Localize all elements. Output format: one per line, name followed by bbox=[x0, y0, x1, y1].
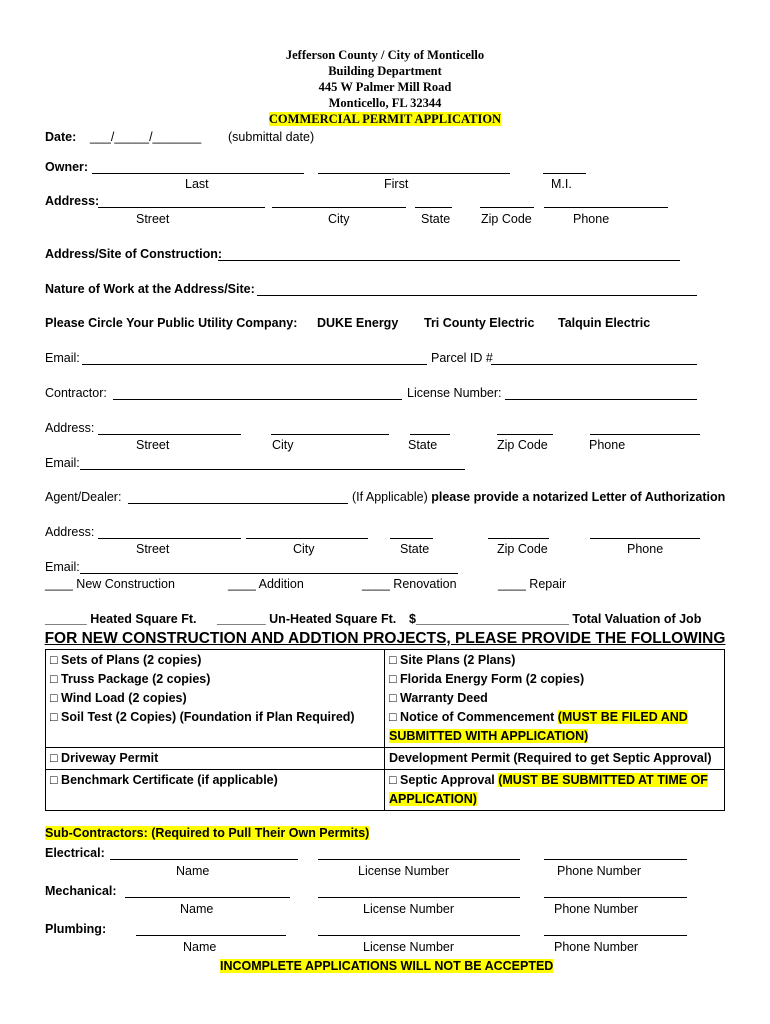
contractor-zip-caption: Zip Code bbox=[497, 438, 548, 452]
req-wind-load[interactable] bbox=[50, 689, 380, 708]
unheated-sqft-blank: _______ bbox=[217, 612, 266, 626]
unheated-sqft-label: Un-Heated Square Ft. bbox=[269, 612, 397, 626]
owner-first-caption: First bbox=[384, 177, 409, 191]
plumbing-license-caption: License Number bbox=[363, 940, 455, 954]
req-driveway-label: Driveway Permit bbox=[61, 751, 159, 765]
req-notice-label: Notice of Commencement bbox=[400, 710, 555, 724]
owner-state-caption: State bbox=[421, 212, 451, 226]
agent-address-label: Address: bbox=[45, 525, 95, 539]
utility-option-talquin[interactable]: Talquin Electric bbox=[558, 316, 651, 330]
agent-state-caption: State bbox=[400, 542, 430, 556]
agent-state-field[interactable] bbox=[390, 538, 433, 539]
req-benchmark[interactable] bbox=[50, 771, 380, 790]
plumbing-label: Plumbing: bbox=[45, 922, 107, 936]
total-valuation-label: Total Valuation of Job bbox=[572, 612, 702, 626]
checkbox-icon: □ bbox=[50, 672, 58, 686]
req-plans-label: Sets of Plans (2 copies) bbox=[61, 653, 202, 667]
req-truss-label: Truss Package (2 copies) bbox=[61, 672, 211, 686]
req-septic[interactable] bbox=[389, 771, 720, 809]
req-soil-test-label: Soil Test (2 Copies) (Foundation if Plan Required) bbox=[61, 710, 355, 724]
agent-note bbox=[352, 490, 725, 505]
electrical-phone-caption: Phone Number bbox=[557, 864, 642, 878]
checkbox-icon: □ bbox=[389, 710, 397, 724]
mechanical-license-caption: License Number bbox=[363, 902, 455, 916]
total-valuation-blank: $______________________ bbox=[409, 612, 569, 626]
mechanical-phone-field[interactable] bbox=[544, 897, 687, 898]
work-type-renovation[interactable] bbox=[362, 577, 457, 592]
owner-last-caption: Last bbox=[185, 177, 209, 191]
contractor-label: Contractor: bbox=[45, 386, 107, 400]
agent-label: Agent/Dealer: bbox=[45, 490, 122, 504]
requirements-left-mid bbox=[46, 748, 385, 770]
contractor-phone-field[interactable] bbox=[590, 434, 700, 435]
subs-heading bbox=[45, 826, 369, 841]
nature-label: Nature of Work at the Address/Site: bbox=[45, 282, 255, 296]
agent-street-caption: Street bbox=[136, 542, 170, 556]
plumbing-name-field[interactable] bbox=[136, 935, 286, 936]
agent-note-plain: (If Applicable) bbox=[352, 490, 428, 504]
contractor-street-caption: Street bbox=[136, 438, 170, 452]
site-field[interactable] bbox=[218, 260, 680, 261]
requirements-right-top bbox=[385, 650, 725, 748]
req-notice[interactable] bbox=[389, 708, 720, 746]
contractor-address-label: Address: bbox=[45, 421, 95, 435]
agent-note-bold: please provide a notarized Letter of Authorization bbox=[431, 490, 726, 504]
requirements-heading: FOR NEW CONSTRUCTION AND ADDTION PROJECTS, PLEASE PROVIDE THE FOLLOWING bbox=[44, 630, 726, 647]
req-benchmark-label: Benchmark Certificate (if applicable) bbox=[61, 773, 278, 787]
unheated-sqft[interactable] bbox=[217, 612, 396, 627]
agent-zip-field[interactable] bbox=[488, 538, 549, 539]
owner-zip-field[interactable] bbox=[480, 207, 534, 208]
contractor-state-caption: State bbox=[408, 438, 438, 452]
req-soil-test[interactable] bbox=[50, 708, 380, 727]
agent-street-field[interactable] bbox=[98, 538, 241, 539]
requirements-left-top bbox=[46, 650, 385, 748]
req-plans[interactable] bbox=[50, 651, 380, 670]
checkbox-icon: □ bbox=[389, 773, 397, 787]
work-type-addition-label: Addition bbox=[258, 577, 304, 591]
owner-city-field[interactable] bbox=[272, 207, 406, 208]
checkbox-icon: □ bbox=[389, 653, 397, 667]
owner-first-field[interactable] bbox=[318, 173, 510, 174]
date-label: Date: bbox=[45, 130, 77, 144]
utility-option-tri-county[interactable]: Tri County Electric bbox=[424, 316, 535, 330]
email-label: Email: bbox=[45, 351, 80, 365]
contractor-field[interactable] bbox=[113, 399, 402, 400]
contractor-city-field[interactable] bbox=[271, 434, 389, 435]
electrical-license-field[interactable] bbox=[318, 859, 520, 860]
parcel-label: Parcel ID # bbox=[431, 351, 493, 365]
checkbox-icon: □ bbox=[50, 710, 58, 724]
contractor-phone-caption: Phone bbox=[589, 438, 626, 452]
contractor-zip-field[interactable] bbox=[497, 434, 553, 435]
date-note: (submittal date) bbox=[228, 130, 315, 144]
heated-sqft-blank: ______ bbox=[45, 612, 87, 626]
req-site-plans[interactable] bbox=[389, 651, 720, 670]
owner-zip-caption: Zip Code bbox=[481, 212, 532, 226]
work-type-repair[interactable] bbox=[498, 577, 566, 592]
plumbing-name-caption: Name bbox=[183, 940, 217, 954]
footer-warning bbox=[220, 959, 553, 974]
work-type-new[interactable] bbox=[45, 577, 175, 592]
owner-address-label: Address: bbox=[45, 194, 100, 208]
electrical-name-field[interactable] bbox=[110, 859, 298, 860]
subs-heading-text: Sub-Contractors: (Required to Pull Their Own Permits) bbox=[45, 826, 370, 840]
email-field[interactable] bbox=[82, 364, 427, 365]
work-type-repair-blank: ____ bbox=[498, 577, 526, 591]
mechanical-name-field[interactable] bbox=[125, 897, 290, 898]
requirements-left-bottom bbox=[46, 770, 385, 811]
req-septic-highlight: (MUST BE SUBMITTED AT TIME OF APPLICATION) bbox=[389, 773, 708, 806]
date-field[interactable]: ___/_____/_______ bbox=[90, 130, 202, 144]
mechanical-license-field[interactable] bbox=[318, 897, 520, 898]
nature-field[interactable] bbox=[257, 295, 697, 296]
parcel-field[interactable] bbox=[491, 364, 697, 365]
req-energy-form-label: Florida Energy Form (2 copies) bbox=[400, 672, 585, 686]
req-driveway[interactable] bbox=[50, 749, 380, 768]
requirements-right-mid bbox=[385, 748, 725, 770]
owner-street-field[interactable] bbox=[98, 207, 265, 208]
work-type-renovation-blank: ____ bbox=[362, 577, 390, 591]
header-line4: Monticello, FL 32344 bbox=[328, 96, 442, 110]
contractor-license-field[interactable] bbox=[505, 399, 697, 400]
checkbox-icon: □ bbox=[389, 672, 397, 686]
header-line2: Building Department bbox=[328, 64, 442, 78]
agent-email-label: Email: bbox=[45, 560, 80, 574]
owner-state-field[interactable] bbox=[415, 207, 452, 208]
utility-label: Please Circle Your Public Utility Company: bbox=[45, 316, 298, 330]
utility-option-duke[interactable]: DUKE Energy bbox=[317, 316, 399, 330]
form-title bbox=[0, 112, 770, 127]
work-type-addition-blank: ____ bbox=[228, 577, 256, 591]
owner-mi-field[interactable] bbox=[543, 173, 586, 174]
owner-phone-caption: Phone bbox=[573, 212, 610, 226]
owner-mi-caption: M.I. bbox=[551, 177, 572, 191]
checkbox-icon: □ bbox=[50, 691, 58, 705]
contractor-street-field[interactable] bbox=[98, 434, 241, 435]
req-wind-load-label: Wind Load (2 copies) bbox=[61, 691, 187, 705]
contractor-state-field[interactable] bbox=[410, 434, 450, 435]
table-row bbox=[46, 650, 725, 748]
owner-street-caption: Street bbox=[136, 212, 170, 226]
form-title-text: COMMERCIAL PERMIT APPLICATION bbox=[268, 112, 502, 126]
work-type-repair-label: Repair bbox=[529, 577, 567, 591]
electrical-name-caption: Name bbox=[176, 864, 210, 878]
electrical-license-caption: License Number bbox=[358, 864, 450, 878]
req-site-plans-label: Site Plans (2 Plans) bbox=[400, 653, 516, 667]
total-valuation[interactable] bbox=[409, 612, 701, 627]
req-development: Development Permit (Required to get Septic Approval) bbox=[389, 751, 712, 765]
plumbing-phone-field[interactable] bbox=[544, 935, 687, 936]
owner-label: Owner: bbox=[45, 160, 89, 174]
checkbox-icon: □ bbox=[50, 653, 58, 667]
work-type-new-blank: ____ bbox=[45, 577, 73, 591]
contractor-email-field[interactable] bbox=[80, 469, 465, 470]
plumbing-license-field[interactable] bbox=[318, 935, 520, 936]
header-line1: Jefferson County / City of Monticello bbox=[285, 48, 485, 62]
mechanical-phone-caption: Phone Number bbox=[554, 902, 639, 916]
contractor-email-label: Email: bbox=[45, 456, 80, 470]
table-row bbox=[46, 770, 725, 811]
agent-city-field[interactable] bbox=[246, 538, 368, 539]
checkbox-icon: □ bbox=[50, 773, 58, 787]
footer-warning-text: INCOMPLETE APPLICATIONS WILL NOT BE ACCEPTED bbox=[220, 959, 554, 973]
work-type-new-label: New Construction bbox=[76, 577, 175, 591]
agent-phone-caption: Phone bbox=[627, 542, 664, 556]
agent-field[interactable] bbox=[128, 503, 348, 504]
requirements-right-bottom bbox=[385, 770, 725, 811]
mechanical-label: Mechanical: bbox=[45, 884, 117, 898]
owner-city-caption: City bbox=[328, 212, 350, 226]
electrical-label: Electrical: bbox=[45, 846, 105, 860]
req-notice-highlight: (MUST BE FILED AND SUBMITTED WITH APPLICATION) bbox=[389, 710, 688, 743]
req-truss[interactable] bbox=[50, 670, 380, 689]
req-warranty-deed-label: Warranty Deed bbox=[400, 691, 488, 705]
heated-sqft[interactable] bbox=[45, 612, 196, 627]
requirements-table bbox=[45, 649, 725, 811]
checkbox-icon: □ bbox=[389, 691, 397, 705]
mechanical-name-caption: Name bbox=[180, 902, 214, 916]
owner-last-field[interactable] bbox=[92, 173, 304, 174]
req-septic-label: Septic Approval bbox=[400, 773, 495, 787]
agent-phone-field[interactable] bbox=[590, 538, 700, 539]
work-type-addition[interactable] bbox=[228, 577, 304, 592]
req-energy-form[interactable] bbox=[389, 670, 720, 689]
site-label: Address/Site of Construction: bbox=[45, 247, 223, 261]
owner-phone-field[interactable] bbox=[544, 207, 668, 208]
agent-city-caption: City bbox=[293, 542, 315, 556]
contractor-license-label: License Number: bbox=[407, 386, 502, 400]
agent-email-field[interactable] bbox=[80, 573, 458, 574]
contractor-city-caption: City bbox=[272, 438, 294, 452]
agent-zip-caption: Zip Code bbox=[497, 542, 548, 556]
table-row bbox=[46, 748, 725, 770]
checkbox-icon: □ bbox=[50, 751, 58, 765]
req-warranty-deed[interactable] bbox=[389, 689, 720, 708]
work-type-renovation-label: Renovation bbox=[393, 577, 457, 591]
electrical-phone-field[interactable] bbox=[544, 859, 687, 860]
heated-sqft-label: Heated Square Ft. bbox=[90, 612, 197, 626]
plumbing-phone-caption: Phone Number bbox=[554, 940, 639, 954]
header-line3: 445 W Palmer Mill Road bbox=[318, 80, 452, 94]
